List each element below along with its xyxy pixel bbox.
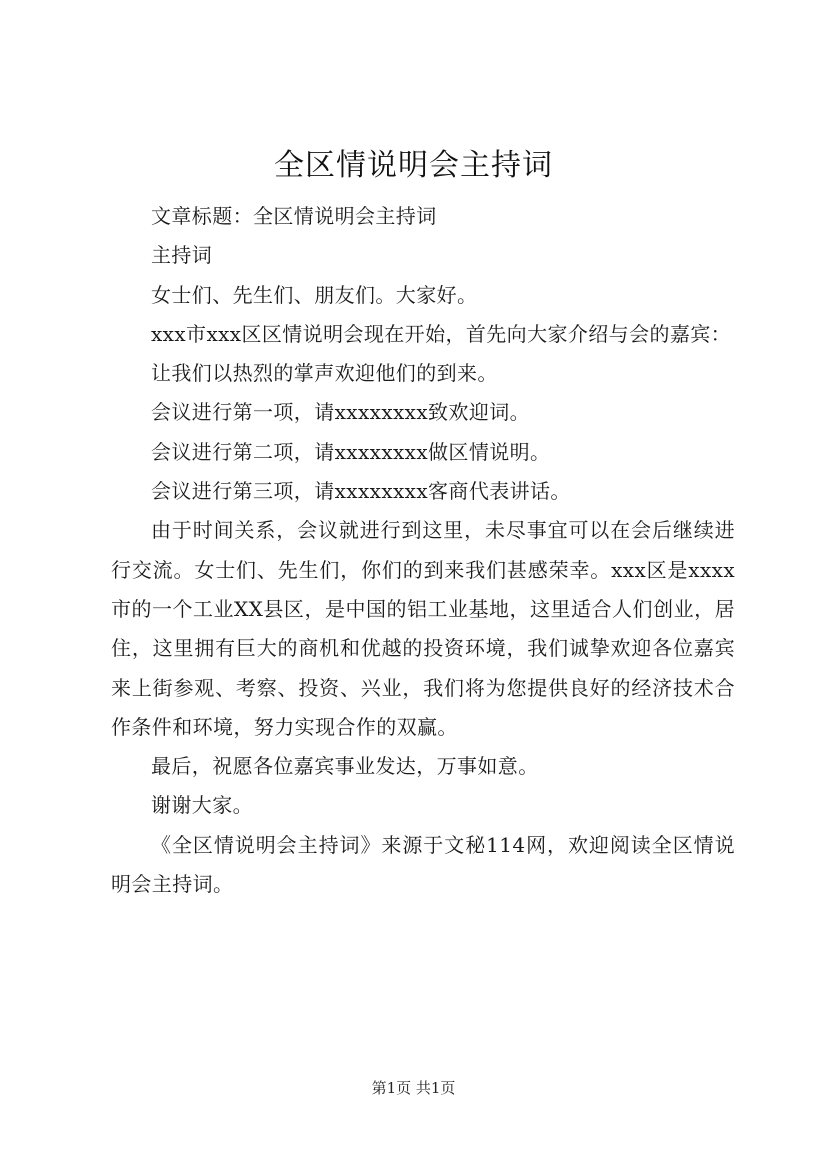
paragraph-closing-remarks: 由于时间关系，会议就进行到这里，未尽事宜可以在会后继续进行交流。女士们、先生们，你们的到来我们甚感荣幸。xxx区是xxxx市的一个工业XX县区，是中国的铝工业基地，这里适合人们创业，居住，这里拥有巨大的商机和优越的投资环境，我们诚挚欢迎各位嘉宾来上街参观、考察、投资、兴业，我们将为您提供良好的经济技术合作条件和环境，努力实现合作的双赢。 — [111, 518, 735, 739]
paragraph-item-one: 会议进行第一项，请xxxxxxxx致欢迎词。 — [151, 400, 531, 425]
paragraph-thanks: 谢谢大家。 — [151, 793, 253, 818]
paragraph-item-three: 会议进行第三项，请xxxxxxxx客商代表讲话。 — [151, 479, 571, 504]
paragraph-source: 《全区情说明会主持词》来源于文秘114网，欢迎阅读全区情说明会主持词。 — [111, 832, 735, 897]
paragraph-greeting: 女士们、先生们、朋友们。大家好。 — [151, 282, 478, 307]
paragraph-article-title: 文章标题：全区情说明会主持词 — [151, 204, 437, 228]
paragraph-applause: 让我们以热烈的掌声欢迎他们的到来。 — [151, 361, 498, 386]
paragraph-opening: xxx市xxx区区情说明会现在开始，首先向大家介绍与会的嘉宾： — [151, 321, 732, 346]
paragraph-heading: 主持词 — [151, 243, 213, 268]
page-footer: 第1页 共1页 — [371, 1079, 456, 1097]
document-title: 全区情说明会主持词 — [274, 148, 553, 183]
paragraph-wishes: 最后，祝愿各位嘉宾事业发达，万事如意。 — [151, 754, 539, 779]
paragraph-item-two: 会议进行第二项，请xxxxxxxx做区情说明。 — [151, 439, 551, 464]
document-body — [111, 197, 735, 904]
